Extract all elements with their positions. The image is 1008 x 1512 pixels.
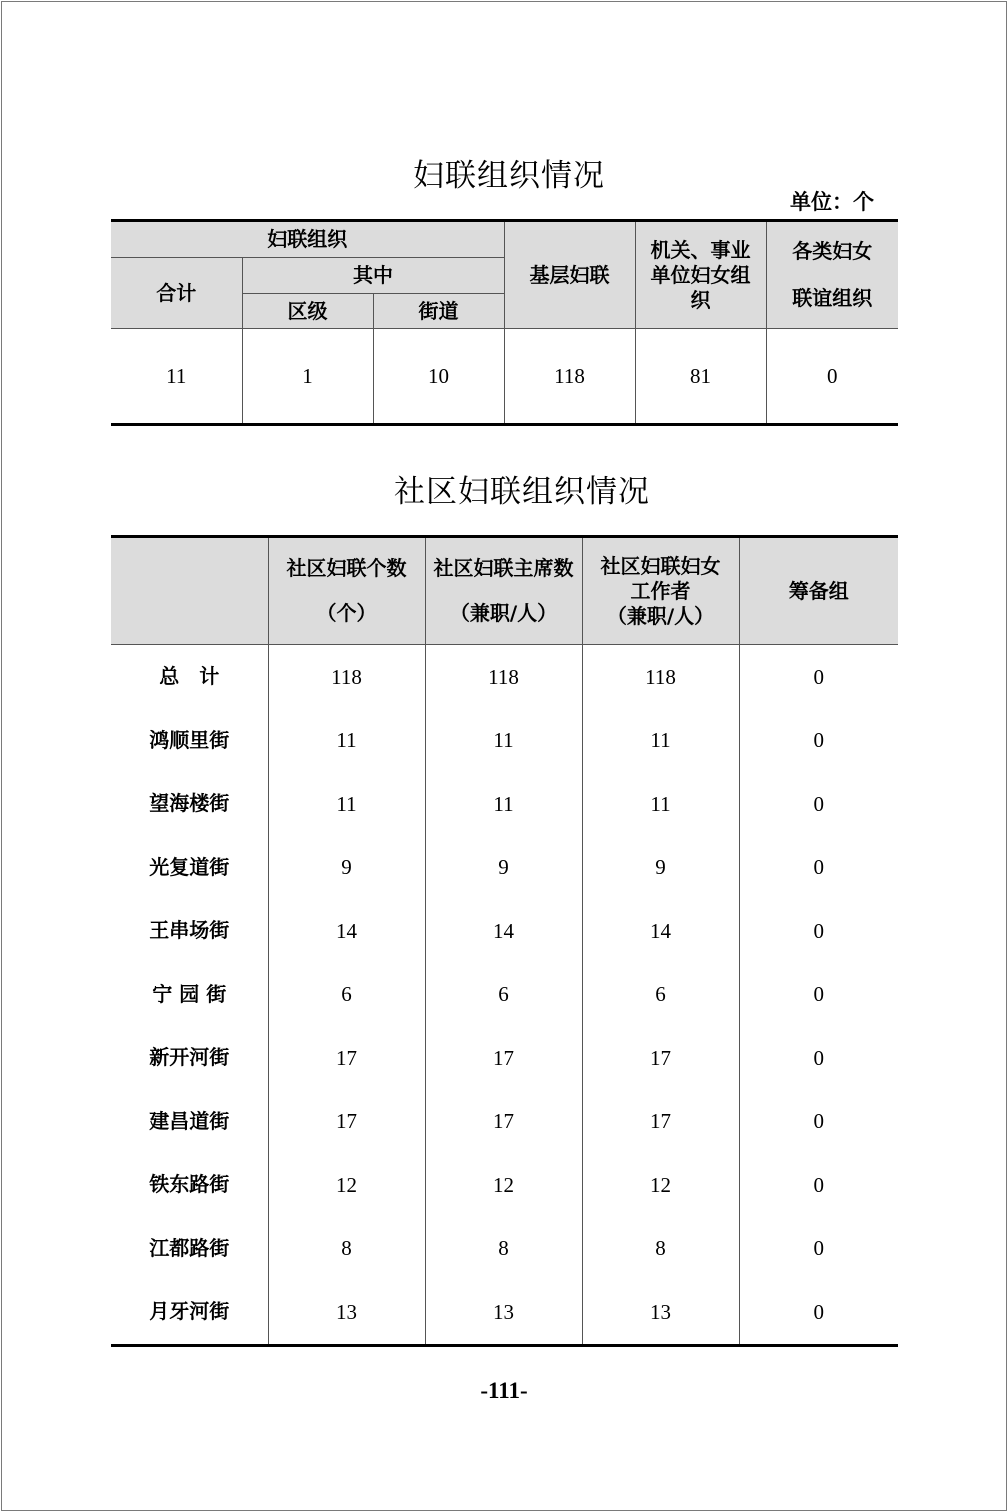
row-name: 宁 园 街	[111, 963, 268, 1027]
row-name: 望海楼街	[111, 772, 268, 836]
row-prep: 0	[739, 1026, 898, 1090]
row-name: 新开河街	[111, 1026, 268, 1090]
header-women-workers-line1: 社区妇联妇女	[600, 553, 721, 578]
row-count: 8	[268, 1217, 425, 1281]
row-name: 铁东路街	[111, 1153, 268, 1217]
row-workers: 12	[582, 1153, 739, 1217]
header-community-count	[268, 537, 425, 645]
header-grassroots: 基层妇联	[504, 221, 635, 329]
row-chairs: 8	[425, 1217, 582, 1281]
unit-label: 单位：个	[790, 189, 874, 214]
value-total: 11	[111, 329, 242, 425]
header-prep-group: 筹备组	[739, 537, 898, 645]
women-federation-table	[111, 219, 898, 426]
row-workers: 14	[582, 899, 739, 963]
community-federation-table	[111, 535, 898, 1347]
row-count: 17	[268, 1026, 425, 1090]
row-chairs: 17	[425, 1090, 582, 1154]
row-workers: 11	[582, 772, 739, 836]
header-women-workers-line3: （兼职/人）	[606, 603, 715, 628]
row-workers: 11	[582, 709, 739, 773]
table1-title: 妇联组织情况	[413, 158, 605, 194]
row-count: 17	[268, 1090, 425, 1154]
row-prep: 0	[739, 645, 898, 709]
community-rows	[111, 645, 898, 1346]
row-prep: 0	[739, 1280, 898, 1345]
row-chairs: 118	[425, 645, 582, 709]
row-chairs: 14	[425, 899, 582, 963]
table-row	[111, 899, 898, 963]
table-row	[111, 963, 898, 1027]
header-street: 街道	[373, 294, 504, 329]
row-workers: 9	[582, 836, 739, 900]
table-row	[111, 1153, 898, 1217]
row-chairs: 12	[425, 1153, 582, 1217]
row-chairs: 11	[425, 709, 582, 773]
row-count: 11	[268, 772, 425, 836]
header-of-which: 其中	[242, 258, 504, 294]
header-women-workers-line2: 工作者	[630, 578, 691, 603]
row-chairs: 13	[425, 1280, 582, 1345]
value-grassroots: 118	[504, 329, 635, 425]
header-district: 区级	[242, 294, 373, 329]
header-community-count-line2: （个）	[316, 601, 377, 625]
table-row	[111, 709, 898, 773]
row-prep: 0	[739, 709, 898, 773]
row-name: 总 计	[111, 645, 268, 709]
header-institutions: 机关、事业单位妇女组织	[635, 221, 766, 329]
header-total: 合计	[111, 258, 242, 329]
table-row	[111, 772, 898, 836]
header-women-federation: 妇联组织	[111, 221, 504, 258]
row-count: 14	[268, 899, 425, 963]
table-row	[111, 645, 898, 709]
header-friendship-orgs	[766, 221, 898, 329]
row-workers: 118	[582, 645, 739, 709]
value-friendship: 0	[766, 329, 898, 425]
table-row	[111, 1280, 898, 1345]
row-workers: 8	[582, 1217, 739, 1281]
row-prep: 0	[739, 1090, 898, 1154]
row-workers: 13	[582, 1280, 739, 1345]
row-workers: 17	[582, 1026, 739, 1090]
row-count: 118	[268, 645, 425, 709]
row-prep: 0	[739, 899, 898, 963]
row-chairs: 17	[425, 1026, 582, 1090]
row-count: 11	[268, 709, 425, 773]
header-friendship-line2: 联谊组织	[792, 286, 873, 310]
row-prep: 0	[739, 1217, 898, 1281]
row-prep: 0	[739, 1153, 898, 1217]
table-row	[111, 1026, 898, 1090]
row-name: 江都路街	[111, 1217, 268, 1281]
row-name: 王串场街	[111, 899, 268, 963]
row-workers: 6	[582, 963, 739, 1027]
row-count: 6	[268, 963, 425, 1027]
row-chairs: 9	[425, 836, 582, 900]
row-count: 12	[268, 1153, 425, 1217]
header-chair-count-line1: 社区妇联主席数	[433, 556, 574, 580]
header-women-workers	[582, 537, 739, 645]
header-friendship-line1: 各类妇女	[792, 239, 873, 263]
header-community-count-line1: 社区妇联个数	[286, 556, 407, 580]
page-number: -111-	[480, 1378, 528, 1403]
header-blank	[111, 537, 268, 645]
row-name: 鸿顺里街	[111, 709, 268, 773]
row-workers: 17	[582, 1090, 739, 1154]
row-count: 13	[268, 1280, 425, 1345]
row-prep: 0	[739, 963, 898, 1027]
table-row	[111, 1090, 898, 1154]
row-name: 光复道街	[111, 836, 268, 900]
row-chairs: 6	[425, 963, 582, 1027]
table-row	[111, 1217, 898, 1281]
row-count: 9	[268, 836, 425, 900]
row-chairs: 11	[425, 772, 582, 836]
row-prep: 0	[739, 772, 898, 836]
table-row	[111, 836, 898, 900]
row-name: 月牙河街	[111, 1280, 268, 1345]
row-prep: 0	[739, 836, 898, 900]
header-chair-count-line2: （兼职/人）	[449, 601, 558, 625]
header-chair-count	[425, 537, 582, 645]
row-name: 建昌道街	[111, 1090, 268, 1154]
value-district: 1	[242, 329, 373, 425]
value-institutions: 81	[635, 329, 766, 425]
value-street: 10	[373, 329, 504, 425]
table2-title: 社区妇联组织情况	[394, 474, 650, 510]
